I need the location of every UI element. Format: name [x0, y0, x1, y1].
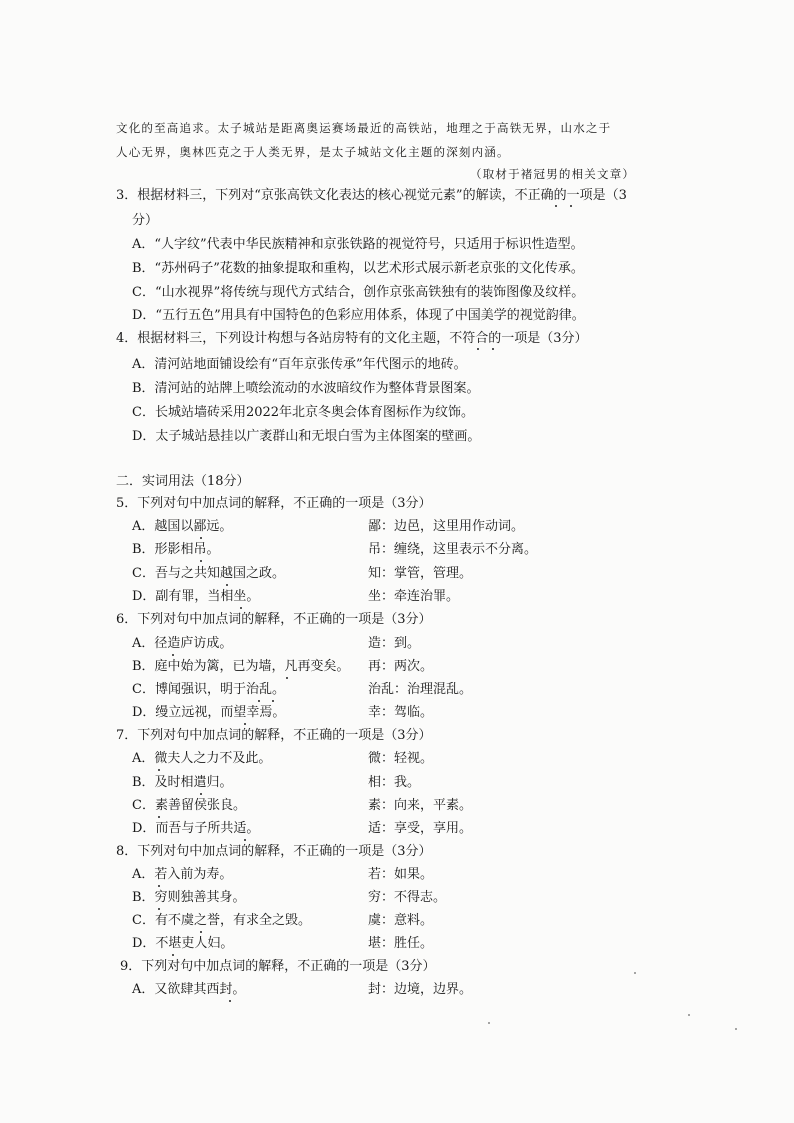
- emphasis-dot: [200, 537, 202, 539]
- scan-speck: [688, 1014, 690, 1016]
- emphasis-dot: [200, 931, 202, 933]
- question-6-stem: 6．下列对句中加点词的解释，不正确的一项是（3分）: [116, 612, 432, 627]
- question-5-gloss-a: 鄙：边邑，这里用作动词。: [368, 519, 525, 534]
- question-7-stem: 7．下列对句中加点词的解释，不正确的一项是（3分）: [116, 728, 432, 743]
- question-6-gloss-c: 治乱：治理混乱。: [368, 682, 473, 697]
- scan-speck: [735, 1028, 737, 1030]
- section-2-heading: 二．实词用法（18分）: [116, 474, 250, 489]
- scan-speck: [634, 972, 636, 974]
- question-7-item-b: B．及时相遣归。: [132, 775, 233, 790]
- question-8-item-d: D．不堪吏人妇。: [132, 936, 234, 951]
- question-3-stem: 3．根据材料三，下列对“京张高铁文化表达的核心视觉元素”的解读，不正确的一项是（3: [116, 188, 627, 203]
- question-4-option-a: A．清河站地面铺设绘有“百年京张传承”年代图示的地砖。: [132, 357, 467, 372]
- question-6-item-c: C．博闻强识，明于治乱。: [132, 682, 285, 697]
- emphasis-dot: [226, 584, 228, 586]
- emphasis-dot: [229, 1000, 231, 1002]
- emphasis-dot: [200, 560, 202, 562]
- question-3-stem-cont: 分）: [132, 213, 159, 228]
- question-8-item-c: C．有不虞之誉，有求全之毁。: [132, 913, 311, 928]
- emphasis-dot: [172, 654, 174, 656]
- question-9-item-a: A．又欲肆其西封。: [132, 982, 246, 997]
- question-5-gloss-c: 知：掌管，管理。: [368, 566, 473, 581]
- question-8-item-a: A．若入前为寿。: [132, 867, 233, 882]
- question-5-item-a: A．越国以鄙远。: [132, 519, 233, 534]
- question-7-gloss-b: 相：我。: [368, 775, 421, 790]
- emphasis-dot: [555, 205, 557, 207]
- emphasis-dot: [570, 205, 572, 207]
- question-5-gloss-b: 吊：缠绕，这里表示不分离。: [368, 542, 538, 557]
- question-8-item-b: B．穷则独善其身。: [132, 890, 246, 905]
- question-8-stem: 8．下列对句中加点词的解释，不正确的一项是（3分）: [116, 844, 432, 859]
- emphasis-dot: [286, 677, 288, 679]
- scan-speck: [488, 1022, 490, 1024]
- passage-source: （取材于褚冠男的相关文章）: [470, 167, 636, 181]
- question-9-stem: 9．下列对句中加点词的解释，不正确的一项是（3分）: [120, 959, 436, 974]
- emphasis-dot: [492, 348, 494, 350]
- question-7-item-a: A．微夫人之力不及此。: [132, 751, 272, 766]
- question-3-option-a: A．“人字纹”代表中华民族精神和京张铁路的视觉符号，只适用于标识性造型。: [132, 237, 584, 252]
- question-3-option-d: D．“五行五色”用具有中国特色的色彩应用体系，体现了中国美学的视觉韵律。: [132, 308, 585, 323]
- emphasis-dot: [200, 793, 202, 795]
- emphasis-dot: [272, 700, 274, 702]
- question-4-stem: 4．根据材料三，下列设计构想与各站房特有的文化主题，不符合的一项是（3分）: [116, 331, 588, 346]
- question-8-gloss-c: 虞：意料。: [368, 913, 434, 928]
- emphasis-dot: [244, 723, 246, 725]
- question-6-gloss-d: 幸：驾临。: [368, 705, 434, 720]
- question-7-gloss-d: 适：享受，享用。: [368, 821, 473, 836]
- question-3-option-b: B．“苏州码子”花数的抽象提取和重构，以艺术形式展示新老京张的文化传承。: [132, 261, 584, 276]
- question-8-gloss-d: 堪：胜任。: [368, 936, 434, 951]
- question-5-gloss-d: 坐：牵连治罪。: [368, 589, 460, 604]
- emphasis-dot: [244, 839, 246, 841]
- question-4-option-b: B．清河站的站牌上喷绘流动的水波暗纹作为整体背景图案。: [132, 381, 480, 396]
- question-5-item-c: C．吾与之共知越国之政。: [132, 566, 285, 581]
- emphasis-dot: [158, 816, 160, 818]
- emphasis-dot: [477, 348, 479, 350]
- question-6-item-a: A．径造庐访成。: [132, 636, 233, 651]
- question-5-stem: 5．下列对句中加点词的解释，不正确的一项是（3分）: [116, 496, 432, 511]
- question-6-item-b: B．庭中始为篱，已为墙，凡再变矣。: [132, 659, 350, 674]
- emphasis-dot: [172, 954, 174, 956]
- question-8-gloss-a: 若：如果。: [368, 867, 434, 882]
- question-4-option-c: C．长城站墙砖采用2022年北京冬奥会体育图标作为纹饰。: [132, 405, 475, 420]
- question-4-option-d: D．太子城站悬挂以广袤群山和无垠白雪为主体图案的壁画。: [132, 429, 481, 444]
- question-7-gloss-c: 素：向来，平素。: [368, 798, 473, 813]
- passage-line-2: 人心无界，奥林匹克之于人类无界，是太子城站文化主题的深刻内涵。: [116, 145, 510, 159]
- emphasis-dot: [158, 769, 160, 771]
- passage-line-1: 文化的至高追求。太子城站是距离奥运赛场最近的高铁站，地理之于高铁无界，山水之于: [116, 121, 612, 135]
- question-5-item-b: B．形影相吊。: [132, 542, 220, 557]
- question-7-item-d: D．而吾与子所共适。: [132, 821, 260, 836]
- question-3-option-c: C．“山水视界”将传统与现代方式结合，创作京张高铁独有的装饰图像及纹样。: [132, 285, 585, 300]
- question-7-item-c: C．素善留侯张良。: [132, 798, 246, 813]
- emphasis-dot: [240, 607, 242, 609]
- emphasis-dot: [158, 908, 160, 910]
- question-6-gloss-a: 造：到。: [368, 636, 421, 651]
- question-9-gloss-a: 封：边境，边界。: [368, 982, 473, 997]
- question-6-item-d: D．缦立远视，而望幸焉。: [132, 705, 286, 720]
- emphasis-dot: [158, 885, 160, 887]
- question-8-gloss-b: 穷：不得志。: [368, 890, 447, 905]
- question-5-item-d: D．副有罪，当相坐。: [132, 589, 260, 604]
- question-6-gloss-b: 再：两次。: [368, 659, 434, 674]
- question-7-gloss-a: 微：轻视。: [368, 751, 434, 766]
- emphasis-dot: [258, 700, 260, 702]
